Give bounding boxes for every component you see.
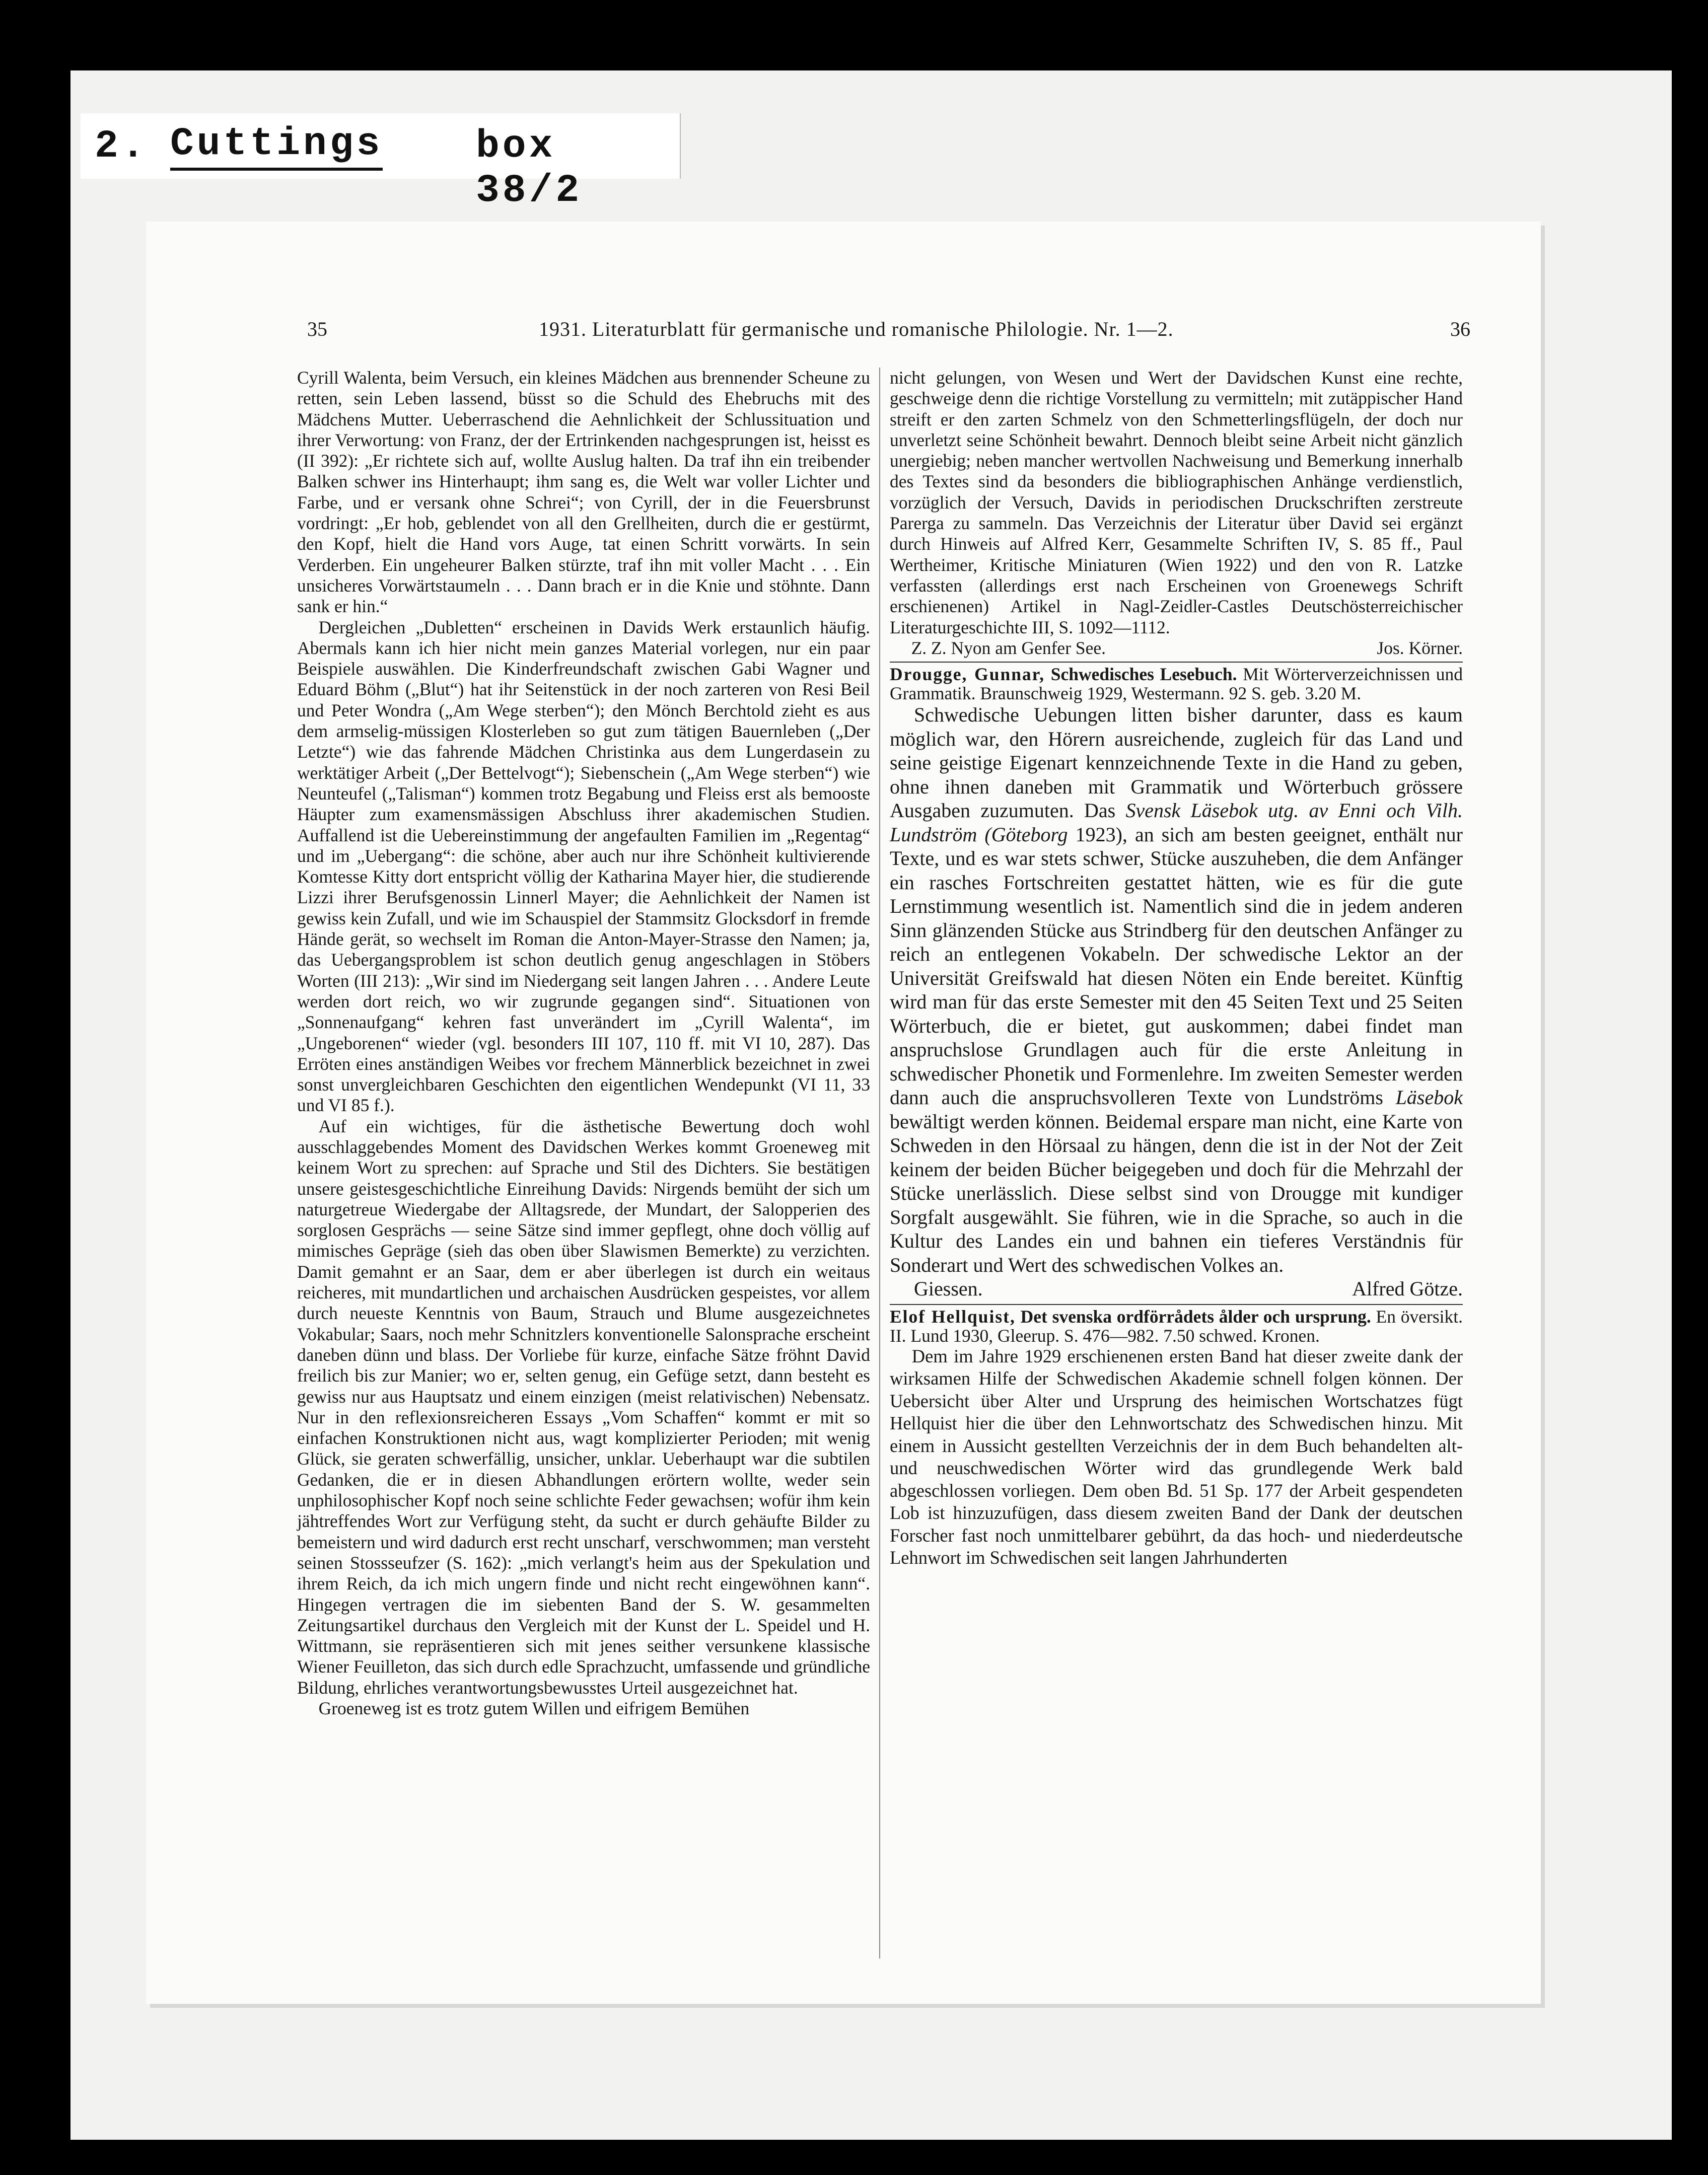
signature-koerner (890, 638, 1463, 659)
signature-place: Z. Z. Nyon am Genfer See. (911, 637, 1106, 658)
running-header (146, 317, 1541, 347)
text-run: Schwedische Uebungen litten bisher darunter, dass es kaum möglich war, den Hörern ausreichende, zugleich für das Land und seine geistige Eigenart kennzeichnende Texte in die Hand zu geben, ohne ihnen daneben mit Grammatik und Wörterbuch grössere Ausgaben zuzumuten. Das (890, 703, 1463, 822)
paragraph (890, 703, 1463, 1277)
journal-title: 1931. Literaturblatt für germanische und romanische Philologie. Nr. 1—2. (539, 318, 1174, 340)
review-book-title: Det svenska ordförrådets ålder och ursprung. (1020, 1306, 1371, 1327)
label-number: 2. (95, 124, 148, 169)
paragraph: Groeneweg ist es trotz gutem Willen und eifrigem Bemühen (318, 1698, 750, 1718)
label-cuttings: Cuttings (170, 124, 383, 171)
paragraph: Dergleichen „Dubletten“ erscheinen in Davids Werk erstaunlich häufig. Abermals kann ich hier nicht mein ganzes Material vorlegen, nur ein paar Beispiele auswählen. Die Kinderfreundschaft zwischen Gabi Wagner und Eduard Böhm („Blut“) hat ihr Seitenstück in der noch zarteren von Resi Beil und Peter Wondra („Am Wege sterben“); den Mönch Berchtold zieht es aus dem armselig-müssigen Klosterleben so gut zum tätigen Bauernleben („Der Letzte“) wie das fahrende Mädchen Christinka aus dem Lungerdasein zu werktätiger Arbeit („Der Bettelvogt“); Siebenschein („Am Wege sterben“) wie Neunteufel („Talisman“) kommen trotz Begabung und Fleiss erst als bemooste Häupter zum examensmässigen Abschluss ihrer akademischen Studien. Auffallend ist die Uebereinstimmung der angefaulten Familien im „Regentag“ und im „Uebergang“: die schöne, aber auch nur ihre Schönheit kultivierende Komtesse Kitty dort entspricht völlig der Katharina Mayer hier, die studierende Lizzi ihrer Berufsgenossin Linnerl Mayer; die Aehnlichkeit der Namen ist gewiss kein Zufall, und wie im Schauspiel der Stammsitz Glocksdorf in fremde Hände gerät, so wechselt im Roman die Anton-Mayer-Strasse den Namen; ja, das Uebergangsproblem ist schon deutlich genug angeschlagen in Stöbers Worten (III 213): „Wir sind im Niedergang seit langen Jahren . . . Andere Leute werden dort reich, wo wir zugrunde gegangen sind“. Situationen von „Sonnenaufgang“ kehren fast unverändert im „Cyrill Walenta“, im „Ungeborenen“ wieder (vgl. besonders III 107, 110 ff. mit VI 10, 287). Das Erröten eines anständigen Weibes vor frechem Männerblick bezeichnet in zwei sonst unvergleichbaren Geschichten den eigentlichen Wendepunkt (VI 11, 33 und VI 85 f.). (297, 617, 870, 1116)
text-run: 1923), an sich am besten geeignet, enthält nur Texte, und es war stets schwer, Stücke auszuheben, die dem Anfänger ein rasches Fortschreiten gestattet hätten, wie es für die gute Lernstimmung wesentlich ist. Namentlich sind die in jedem anderen Sinn glänzenden Stücke aus Strindberg für den deutschen Anfänger zu reich an entlegenen Vokabeln. Der schwedische Lektor an der Universität Greifswald hat diesen Nöten ein Ende bereitet. Künftig wird man für das erste Semester mit den 45 Seiten Text und 25 Seiten Wörterbuch, die er bietet, gut auskommen; dabei findet man anspruchslose Grundlagen auch für die erste Anleitung in schwedischer Phonetik und Formenlehre. Im zweiten Semester werden dann auch die anspruchsvolleren Texte von Lundströms (890, 823, 1463, 1109)
paragraph: nicht gelungen, von Wesen und Wert der Davidschen Kunst eine rechte, geschweige denn die richtige Vorstellung zu vermitteln; mit zutäppischer Hand streift er den zarten Schmelz von den Schmetterlingsflügeln, der doch nur unverletzt seine Schönheit bewahrt. Dennoch bleibt seine Arbeit nicht gänzlich unergiebig; neben mancher wertvollen Nachweisung und Bemerkung innerhalb des Textes sind da besonders die bibliographischen Anhänge verdienstlich, vorzüglich der Versuch, Davids in periodischen Druckschriften zerstreute Parerga zu sammeln. Das Verzeichnis der Literatur über David sei ergänzt durch Hinweis auf Alfred Kerr, Gesammelte Schriften IV, S. 85 ff., Paul Wertheimer, Kritische Miniaturen (Wien 1922) und den von R. Latzke verfassten (allerdings erst nach Erscheinen von Groenewegs Schrift erschienenen) Artikel in Nagl-Zeidler-Castles Deutschösterreichischer Literaturgeschichte III, S. 1092—1112. (890, 368, 1463, 637)
review-separator (890, 662, 1463, 663)
review-heading-hellquist (890, 1307, 1463, 1345)
journal-page (146, 222, 1541, 2004)
review-bibliographic-details: Mit Wörterverzeichnissen und Grammatik. Braunschweig 1929, Westermann. 92 S. geb. 3.20 M. (890, 664, 1463, 704)
review-heading-drougge (890, 665, 1463, 703)
italic-title: Läsebok (1395, 1086, 1463, 1109)
column-divider (879, 368, 880, 1959)
archive-label (81, 113, 681, 213)
label-box-number: box 38/2 (476, 124, 583, 213)
signature-place: Giessen. (914, 1277, 983, 1300)
text-run: bewältigt werden können. Beidemal erspare man nicht, eine Karte von Schweden in den Hörsaal zu hängen, denn die ist in der Not der Zeit keinem der beiden Bücher beigegeben und doch für die Mehrzahl der Stücke unerlässlich. Diese selbst sind von Drougge mit kundiger Sorgfalt ausgewählt. Sie führen, wie in die Sprache, so auch in die Kultur des Landes ein und bahnen ein tieferes Verständnis für Sonderart und Wert des schwedischen Volkes an. (890, 1110, 1463, 1276)
left-column (297, 368, 870, 1719)
paragraph: Cyrill Walenta, beim Versuch, ein kleines Mädchen aus brennender Scheune zu retten, sein Leben lassend, büsst so die Schuld des Ehebruchs mit des Mädchens Mutter. Ueberraschend die Aehnlichkeit der Schlussituation und ihrer Verwortung: von Franz, der der Ertrinkenden nachgesprungen ist, heisst es (II 392): „Er richtete sich auf, wollte Auslug halten. Da traf ihn ein treibender Balken schwer ins Hinterhaupt; ihm sang es, die Welt war voller Lichter und Farbe, und er versank ohne Schrei“; von Cyrill, der in die Feuersbrunst vordringt: „Er hob, geblendet von all den Grellheiten, durch die er gestürmt, den Kopf, hielt die Hand vors Auge, tat einen Schritt vorwärts. In sein Verderben. Ein ungeheurer Balken stürzte, traf ihn mit voller Macht . . . Ein unsicheres Vorwärtstaumeln . . . Dann brach er in die Knie und stöhnte. Dann sank er hin.“ (297, 368, 870, 617)
review-separator (890, 1304, 1463, 1305)
review-author: Drougge, Gunnar, (890, 664, 1045, 685)
review-author: Elof Hellquist, (890, 1306, 1016, 1327)
italic-title: Svensk Läsebok utg. av Enni och Vilh. Lundström (Göteborg (890, 799, 1463, 846)
page-number-left: 35 (307, 318, 327, 340)
right-column (890, 368, 1463, 1569)
signature-name: Alfred Götze. (1352, 1277, 1463, 1300)
review-bibliographic-details: En översikt. II. Lund 1930, Gleerup. S. 476—982. 7.50 schwed. Kronen. (890, 1306, 1463, 1346)
page-number-right: 36 (1450, 318, 1470, 340)
paragraph: Dem im Jahre 1929 erschienenen ersten Band hat dieser zweite dank der wirksamen Hilfe der Schwedischen Akademie schnell folgen können. Der Uebersicht über Alter und Ursprung des heimischen Wortschatzes fügt Hellquist hier die über den Lehnwortschatz des Schwedischen hinzu. Mit einem in Aussicht gestellten Verzeichnis der in dem Buch behandelten alt- und neuschwedischen Wörter wird das grundlegende Werk bald abgeschlossen vorliegen. Dem oben Bd. 51 Sp. 177 der Arbeit gespendeten Lob ist hinzuzufügen, dass diesem zweiten Band der Dank der deutschen Forscher fast noch unmittelbarer gebührt, da das hoch- und niederdeutsche Lehnwort im Schwedischen seit langen Jahrhunderten (890, 1345, 1463, 1568)
review-book-title: Schwedisches Lesebuch. (1050, 664, 1237, 685)
signature-goetze (890, 1277, 1463, 1301)
signature-name: Jos. Körner. (1377, 637, 1463, 658)
paragraph: Auf ein wichtiges, für die ästhetische Bewertung doch wohl ausschlaggebendes Moment des Davidschen Werkes kommt Groeneweg mit keinem Wort zu sprechen: auf Sprache und Stil des Dichters. Sie bestätigen unsere geistesgeschichtliche Einreihung Davids: Nirgends bemüht der sich um naturgetreue Wiedergabe der Alltagsrede, der Mundart, der Salopperien des sorglosen Gesprächs — seine Sätze sind immer gepflegt, ohne doch völlig auf mimisches Gepräge (sieh das oben über Slawismen Bemerkte) zu verzichten. Damit gemahnt er an Saar, dem er aber überlegen ist durch ein weitaus reicheres, mit mundartlichen und archaischen Ausdrücken gespeistes, vor allem durch neueste Kenntnis von Baum, Strauch und Blume ausgezeichnetes Vokabular; Saars, noch mehr Schnitzlers konventionelle Salonsprache erscheint daneben dünn und blass. Der Vorliebe für kurze, einfache Sätze fröhnt David freilich bis zur Manier; wo er, selten genug, ein Gefüge setzt, dann besteht es gewiss nur aus Hauptsatz und einem einzigen (meist relativischen) Nebensatz. Nur in den reflexionsreicheren Essays „Vom Schaffen“ kommt er mit so einfachen Konstruktionen nicht aus, wagt komplizierter Perioden; mit wenig Glück, sie geraten schwerfällig, unsicher, unklar. Ueberhaupt war die subtilen Gedanken, die er in diesen Abhandlungen erörtern wollte, weder sein unphilosophischer Kopf noch seine schlichte Feder gewachsen; wofür ihm kein jähtreffendes Wort zur Verfügung steht, da sucht er durch gehäufte Bilder zu bemeistern und wird dadurch erst recht unscharf, verschwommen; man versteht seinen Stossseufzer (S. 162): „mich verlangt's heim aus der Spekulation und ihrem Reich, da ich mich ungern finde und nicht recht eingewöhnen kann“. Hingegen vertragen die im siebenten Band der S. W. gesammelten Zeitungsartikel durchaus den Vergleich mit der Kunst der L. Speidel und H. Wittmann, sie repräsentieren sich mit jenes seither versunkene klassische Wiener Feuilleton, das sich durch edle Sprachzucht, umfassende und gründliche Bildung, ehrliches verantwortungsbewusstes Urteil ausgezeichnet hat. (297, 1116, 870, 1698)
